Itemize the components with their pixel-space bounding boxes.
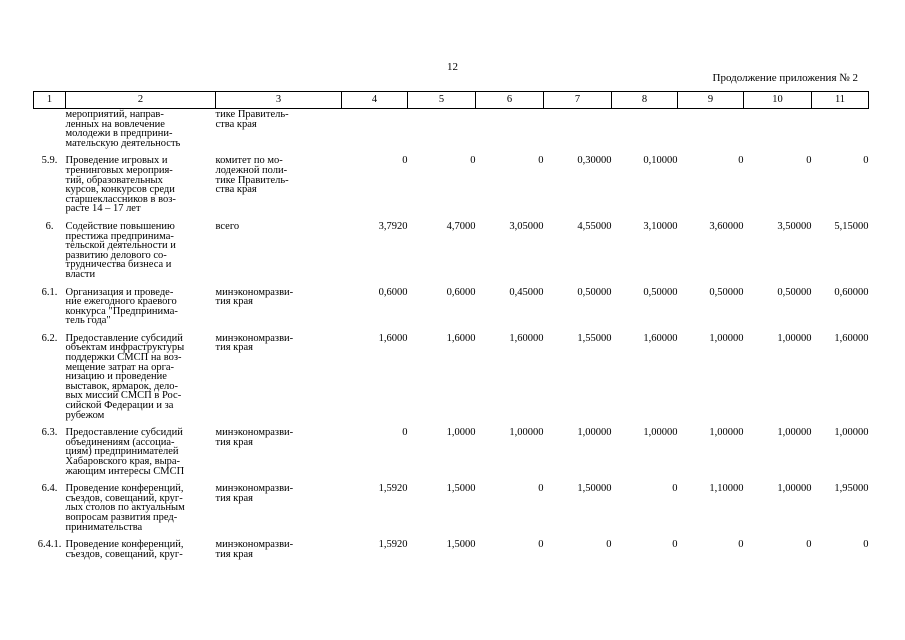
column-header: 8 — [612, 92, 678, 109]
table-row — [34, 288, 869, 334]
value-cell: 0,6000 — [446, 286, 476, 298]
value-cell — [408, 109, 476, 157]
value-cell: 0 — [738, 155, 744, 167]
table-row — [34, 428, 869, 484]
value-cell: 0 — [402, 427, 408, 439]
row-number: 6. — [45, 220, 54, 232]
row-number: 5.9. — [41, 155, 58, 167]
column-header: 7 — [544, 92, 612, 109]
value-cell: 1,00000 — [709, 332, 744, 344]
value-cell — [476, 109, 544, 157]
table-row — [34, 156, 869, 222]
value-cell: 0 — [470, 155, 476, 167]
value-cell: 0,45000 — [509, 286, 544, 298]
executor: минэкономразви- тия края — [215, 332, 294, 354]
value-cell — [342, 109, 408, 157]
column-header: 5 — [408, 92, 476, 109]
activity-name: Организация и проведе- ние ежегодного краевого конкурса "Предпринима- тель года" — [65, 286, 178, 327]
value-cell: 1,0000 — [446, 427, 476, 439]
value-cell: 1,00000 — [509, 427, 544, 439]
activity-name: Содействие повышению престижа предпринима- тельской деятельности и развитию делового со- трудничества бизнеса и власти — [65, 220, 176, 280]
value-cell: 0,60000 — [834, 286, 869, 298]
column-header: 2 — [66, 92, 216, 109]
executor: тике Правитель- ства края — [215, 109, 289, 130]
value-cell: 0 — [863, 155, 869, 167]
row-number: 6.4.1. — [37, 539, 62, 551]
value-cell: 0 — [806, 155, 812, 167]
value-cell: 5,15000 — [834, 220, 869, 232]
row-number: 6.2. — [41, 332, 58, 344]
value-cell: 1,00000 — [834, 427, 869, 439]
executor: минэкономразви- тия края — [215, 286, 294, 308]
value-cell: 0 — [672, 483, 678, 495]
value-cell: 0 — [538, 483, 544, 495]
value-cell: 1,6000 — [378, 332, 408, 344]
value-cell — [544, 109, 612, 157]
value-cell: 0,30000 — [577, 155, 612, 167]
value-cell: 0,50000 — [577, 286, 612, 298]
appendix-continuation-note: Продолжение приложения № 2 — [712, 72, 858, 84]
value-cell: 0,50000 — [643, 286, 678, 298]
value-cell: 4,55000 — [577, 220, 612, 232]
column-header: 3 — [216, 92, 342, 109]
executor: минэкономразви- тия края — [215, 539, 294, 560]
row-number: 6.3. — [41, 427, 58, 439]
activity-name: Предоставление субсидий объектам инфраструктуры поддержки СМСП на воз- мещение затрат на орга- низацию и проведение выставок, ярмарок, дело- вых миссий СМСП в Рос- сийской Федерации и за рубежом — [65, 332, 185, 421]
executor: минэкономразви- тия края — [215, 427, 294, 448]
row-number: 6.1. — [41, 286, 58, 298]
value-cell: 3,60000 — [709, 220, 744, 232]
column-header: 10 — [744, 92, 812, 109]
value-cell: 3,05000 — [509, 220, 544, 232]
value-cell: 1,00000 — [643, 427, 678, 439]
activity-name: Проведение конференций, съездов, совещаний, круг- — [65, 539, 184, 560]
value-cell: 0,50000 — [709, 286, 744, 298]
value-cell: 1,5920 — [378, 539, 408, 551]
value-cell: 1,00000 — [709, 427, 744, 439]
value-cell: 1,55000 — [577, 332, 612, 344]
value-cell — [812, 109, 869, 157]
value-cell: 1,95000 — [834, 483, 869, 495]
value-cell: 3,50000 — [777, 220, 812, 232]
column-header: 11 — [812, 92, 869, 109]
executor: минэкономразви- тия края — [215, 483, 294, 504]
value-cell: 0,50000 — [777, 286, 812, 298]
table-row — [34, 484, 869, 540]
value-cell: 4,7000 — [446, 220, 476, 232]
table-row — [34, 222, 869, 288]
value-cell: 0 — [863, 539, 869, 551]
value-cell: 0 — [606, 539, 612, 551]
column-header: 9 — [678, 92, 744, 109]
value-cell — [744, 109, 812, 157]
column-header: 1 — [34, 92, 66, 109]
value-cell: 1,6000 — [446, 332, 476, 344]
column-header: 6 — [476, 92, 544, 109]
value-cell — [678, 109, 744, 157]
table-row — [34, 540, 869, 567]
value-cell: 1,00000 — [777, 427, 812, 439]
table-row — [34, 334, 869, 428]
value-cell: 1,60000 — [509, 332, 544, 344]
program-table — [33, 91, 869, 567]
value-cell — [612, 109, 678, 157]
value-cell: 1,5000 — [446, 539, 476, 551]
activity-name: Проведение конференций, съездов, совещаний, круг- лых столов по актуальным вопросам развития пред- принимательства — [65, 483, 185, 533]
value-cell: 0 — [806, 539, 812, 551]
value-cell: 1,50000 — [577, 483, 612, 495]
value-cell: 0 — [738, 539, 744, 551]
value-cell: 0 — [402, 155, 408, 167]
row-number — [34, 109, 66, 157]
column-header: 4 — [342, 92, 408, 109]
value-cell: 3,7920 — [378, 220, 408, 232]
activity-name: мероприятий, направ- ленных на вовлечение молодежи в предприни- мательскую деятельность — [65, 109, 181, 149]
table-row — [34, 109, 869, 157]
value-cell: 0,6000 — [378, 286, 408, 298]
value-cell: 1,00000 — [777, 483, 812, 495]
value-cell: 0 — [538, 155, 544, 167]
value-cell: 0,10000 — [643, 155, 678, 167]
row-number: 6.4. — [41, 483, 58, 495]
executor: всего — [215, 220, 240, 232]
value-cell: 1,00000 — [577, 427, 612, 439]
value-cell: 1,5000 — [446, 483, 476, 495]
page-number: 12 — [447, 61, 458, 73]
executor: комитет по мо- лодежной поли- тике Правитель- ства края — [215, 155, 289, 196]
value-cell: 0 — [538, 539, 544, 551]
activity-name: Предоставление субсидий объединениям (ассоциа- циям) предпринимателей Хабаровского края, выра- жающим интересы СМСП — [65, 427, 185, 477]
value-cell: 1,10000 — [709, 483, 744, 495]
activity-name: Проведение игровых и тренинговых мероприя- тий, образовательных курсов, конкурсов среди старшеклассников в воз- расте 14 – 17 лет — [65, 155, 176, 215]
value-cell: 1,60000 — [643, 332, 678, 344]
value-cell: 1,00000 — [777, 332, 812, 344]
column-number-row — [34, 92, 869, 109]
value-cell: 1,5920 — [378, 483, 408, 495]
value-cell: 0 — [672, 539, 678, 551]
value-cell: 3,10000 — [643, 220, 678, 232]
value-cell: 1,60000 — [834, 332, 869, 344]
